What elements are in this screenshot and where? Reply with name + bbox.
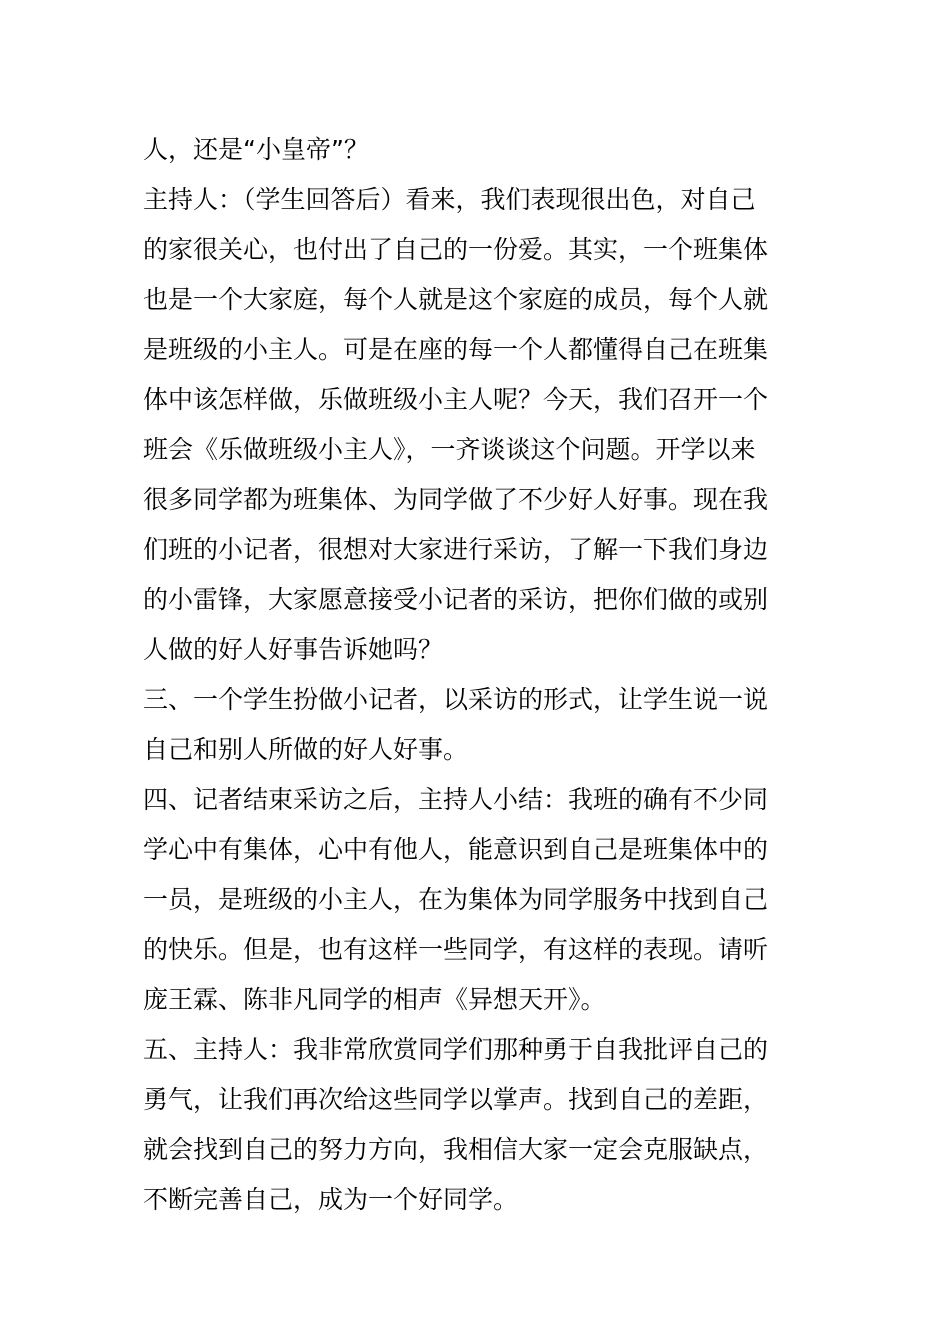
text-line: 四、记者结束采访之后，主持人小结：我班的确有不少同 [143,785,769,814]
text-line: 人做的好人好事告诉她吗？ [143,635,444,664]
text-line: 主持人：（学生回答后）看来，我们表现很出色，对自己 [143,185,756,214]
text-line: 班会《乐做班级小主人》，一齐谈谈这个问题。开学以来 [143,435,756,464]
text-line: 学心中有集体，心中有他人，能意识到自己是班集体中的 [143,835,769,864]
text-line: 也是一个大家庭，每个人就是这个家庭的成员，每个人就 [143,285,769,314]
text-line: 是班级的小主人。可是在座的每一个人都懂得自己在班集 [143,335,769,364]
text-line: 三、一个学生扮做小记者，以采访的形式，让学生说一说 [143,685,769,714]
text-line: 庞王霖、陈非凡同学的相声《异想天开》。 [143,985,606,1014]
text-line: 体中该怎样做，乐做班级小主人呢？今天，我们召开一个 [143,385,769,414]
text-line: 的小雷锋，大家愿意接受小记者的采访，把你们做的或别 [143,585,769,614]
text-line: 五、主持人：我非常欣赏同学们那种勇于自我批评自己的 [143,1035,769,1064]
text-line: 人，还是“小皇帝”？ [143,135,369,164]
text-line: 勇气，让我们再次给这些同学以掌声。找到自己的差距， [143,1085,769,1114]
text-line: 们班的小记者，很想对大家进行采访，了解一下我们身边 [143,535,769,564]
text-line: 的快乐。但是，也有这样一些同学，有这样的表现。请听 [143,935,769,964]
text-line: 就会找到自己的努力方向，我相信大家一定会克服缺点， [143,1135,769,1164]
text-line: 的家很关心，也付出了自己的一份爱。其实，一个班集体 [143,235,769,264]
text-line: 不断完善自己，成为一个好同学。 [143,1185,519,1214]
text-line: 很多同学都为班集体、为同学做了不少好人好事。现在我 [143,485,769,514]
text-line: 一员，是班级的小主人，在为集体为同学服务中找到自己 [143,885,769,914]
text-line: 自己和别人所做的好人好事。 [143,735,469,764]
